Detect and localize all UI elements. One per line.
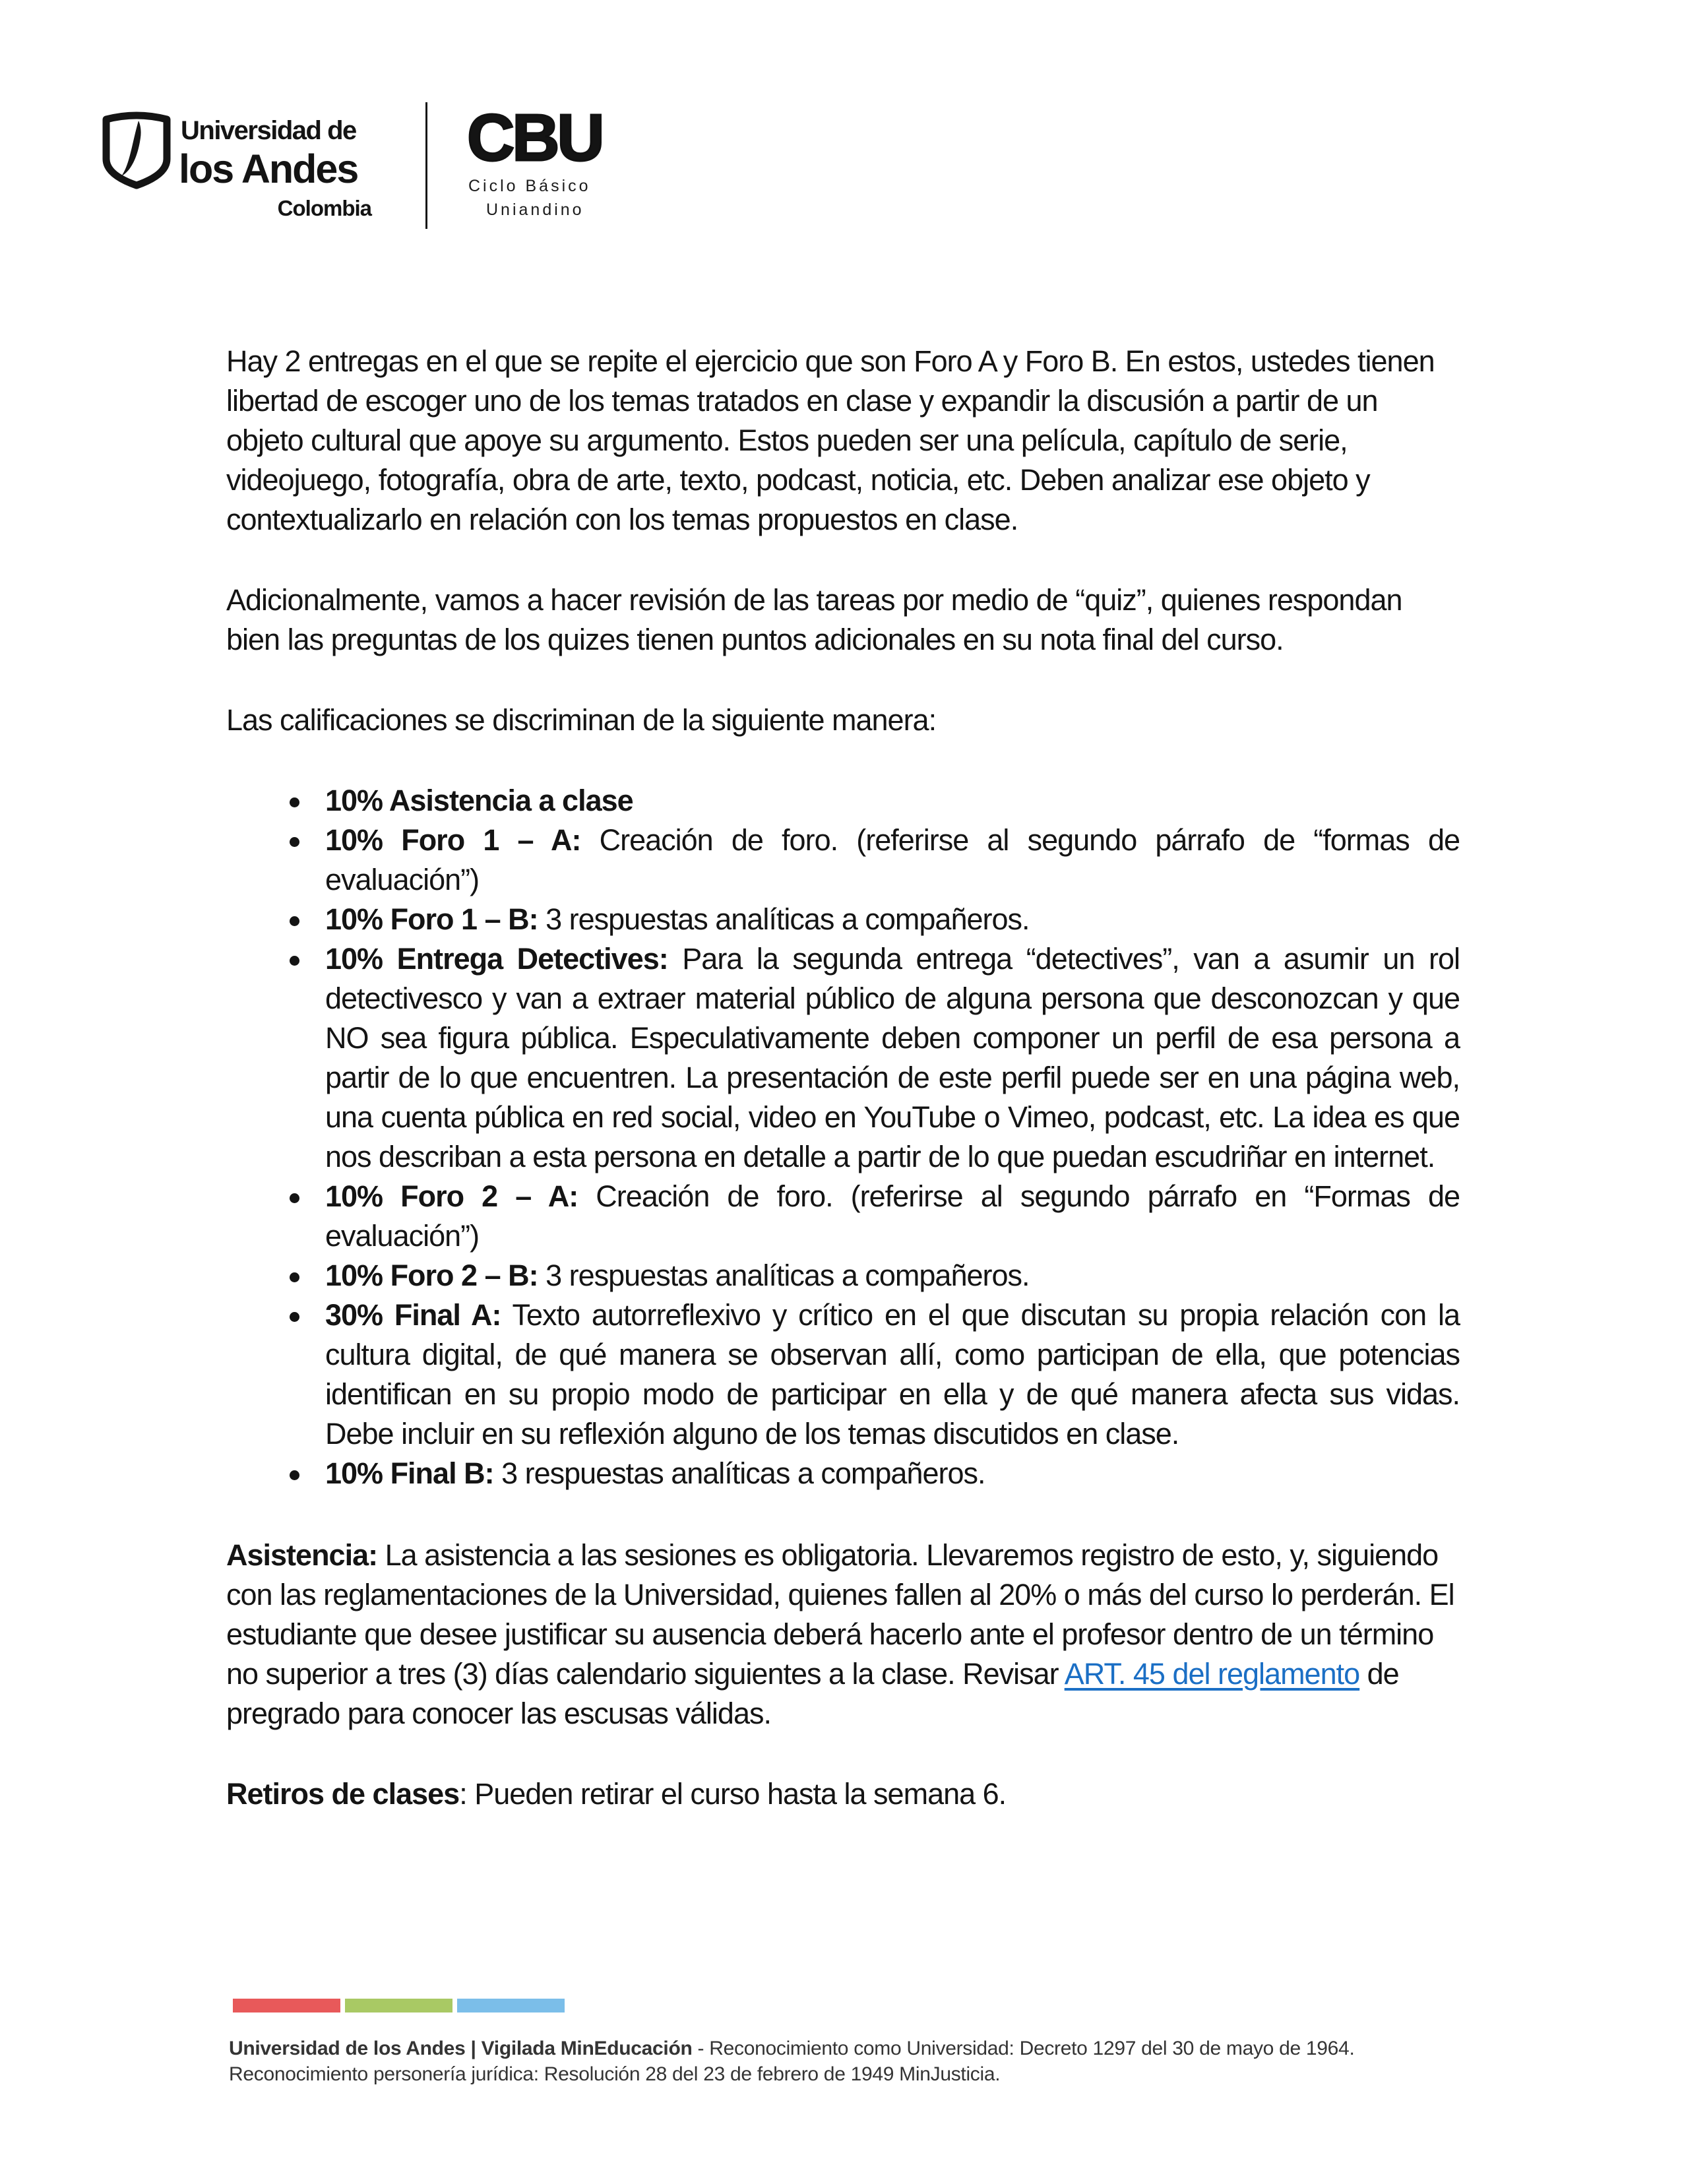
cbu-wordmark: CBU (467, 101, 602, 175)
paragraph-foros: Hay 2 entregas en el que se repite el ejercicio que son Foro A y Foro B. En estos, ustedes tienen libertad de escoger uno de los temas tratados en clase y expandir la discusión a partir de un objeto cultural que apoye su argumento. Estos pueden ser una película, capítulo de serie, videojuego, fotografía, obra de arte, texto, podcast, noticia, etc. Deben analizar ese objeto y contextualizarlo en relación con los temas propuestos en clase. (226, 344, 1435, 536)
list-item-final-a (325, 1295, 1460, 1454)
asistencia-label: Asistencia: (226, 1538, 378, 1572)
paragraph-calificaciones-intro: Las calificaciones se discriminan de la siguiente manera: (226, 703, 937, 737)
item-text: 3 respuestas analíticas a compañeros. (538, 1259, 1030, 1292)
footer-legal-text (229, 2036, 1482, 2087)
document-body (226, 342, 1460, 1855)
item-text: Para la segunda entrega “detectives”, van a asumir un rol detectivesco y van a extraer material público de alguna persona que desconozcan y que NO sea figura pública. Especulativamente deben componer un perfil de esa persona a partir de lo que encuentren. La presentación de este perfil puede ser en una página web, una cuenta pública en red social, video en YouTube o Vimeo, podcast, etc. La idea es que nos describan a esta persona en detalle a partir de lo que puedan escudriñar en internet. (325, 942, 1460, 1173)
item-text: Creación de foro. (referirse al segundo párrafo de “formas de evaluación”) (325, 823, 1460, 896)
item-label: 10% Entrega Detectives: (325, 942, 668, 976)
footer-bar-green-segment (345, 1999, 452, 2012)
logo-divider (425, 102, 427, 229)
item-label: 10% Foro 1 – B: (325, 902, 538, 936)
footer-bar-red-segment (233, 1999, 340, 2012)
item-label: 10% Foro 2 – A: (325, 1179, 578, 1213)
uniandes-shield-icon (101, 109, 172, 189)
logo-country: Colombia (277, 196, 371, 220)
list-item-foro2a (325, 1177, 1460, 1256)
item-label: 10% Foro 1 – A: (325, 823, 581, 857)
item-label: 10% Asistencia a clase (325, 784, 633, 817)
paragraph-asistencia (226, 1536, 1460, 1733)
footer-line1 (229, 2036, 1482, 2061)
list-item-detectives (325, 939, 1460, 1177)
footer-color-bar (233, 1999, 565, 2012)
retiros-text: : Pueden retirar el curso hasta la semana 6. (459, 1777, 1007, 1811)
item-text: 3 respuestas analíticas a compañeros. (493, 1456, 985, 1490)
item-label: 10% Foro 2 – B: (325, 1259, 538, 1292)
reglamento-link[interactable]: ART. 45 del reglamento (1064, 1657, 1360, 1691)
item-text: Creación de foro. (referirse al segundo párrafo en “Formas de evaluación”) (325, 1179, 1460, 1253)
logo-university-line1: Universidad de (181, 116, 356, 145)
paragraph-retiros (226, 1774, 1460, 1814)
grading-list (226, 781, 1460, 1493)
logo-header (0, 0, 1682, 264)
list-item-asistencia (325, 781, 1460, 821)
list-item-final-b (325, 1454, 1460, 1493)
cbu-subtitle-line2: Uniandino (486, 201, 584, 219)
item-text: Texto autorreflexivo y crítico en el que discutan su propia relación con la cultura digital, de qué manera se observan allí, como participan de ella, que potencias identifican en su propio modo de participar en ella y de qué manera afecta sus vidas. Debe incluir en su reflexión alguno de los temas discutidos en clase. (325, 1298, 1460, 1451)
list-item-foro2b (325, 1256, 1460, 1295)
footer-line1-rest: - Reconocimiento como Universidad: Decreto 1297 del 30 de mayo de 1964. (692, 2038, 1355, 2059)
footer-line2: Reconocimiento personería jurídica: Resolución 28 del 23 de febrero de 1949 MinJusticia. (229, 2063, 1001, 2085)
retiros-label: Retiros de clases (226, 1777, 460, 1811)
list-item-foro1a (325, 821, 1460, 900)
logo-university-line2: los Andes (179, 146, 358, 191)
footer-bar-blue-segment (457, 1999, 565, 2012)
asistencia-text-after: de pregrado para conocer las escusas válidas. (226, 1657, 1399, 1730)
footer-bold: Universidad de los Andes | Vigilada MinEducación (229, 2038, 693, 2059)
asistencia-text: La asistencia a las sesiones es obligatoria. Llevaremos registro de esto, y, siguiendo con las reglamentaciones de la Universidad, quienes fallen al 20% o más del curso lo perderán. El estudiante que desee justificar su ausencia deberá hacerlo ante el profesor dentro de un término no superior a tres (3) días calendario siguientes a la clase. Revisar (226, 1538, 1454, 1691)
cbu-subtitle-line1: Ciclo Básico (468, 177, 591, 195)
item-label: 30% Final A: (325, 1298, 501, 1332)
paragraph-quiz: Adicionalmente, vamos a hacer revisión de las tareas por medio de “quiz”, quienes respondan bien las preguntas de los quizes tienen puntos adicionales en su nota final del curso. (226, 583, 1402, 656)
item-text: 3 respuestas analíticas a compañeros. (538, 902, 1030, 936)
list-item-foro1b (325, 900, 1460, 939)
item-label: 10% Final B: (325, 1456, 494, 1490)
